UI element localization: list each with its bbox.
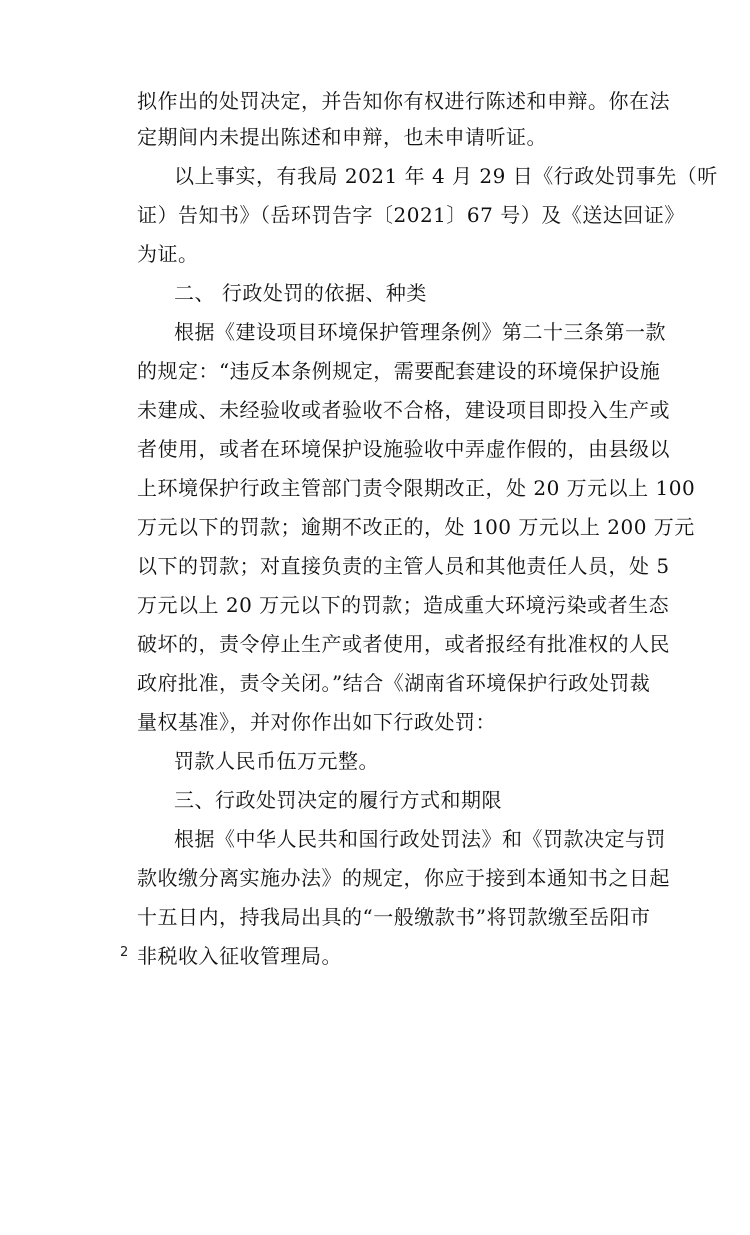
evidence-line-2: 证）告知书》（岳环罚告字〔2021〕67 号）及《送达回证》 [137, 203, 685, 227]
basis-line-7: 以下的罚款；对直接负责的主管人员和其他责任人员，处 5 [137, 554, 670, 578]
evidence-line-3: 为证。 [137, 242, 199, 266]
fact-line-1: 拟作出的处罚决定，并告知你有权进行陈述和申辩。你在法 [137, 89, 670, 113]
payment-line-4: 非税收入征收管理局。 [137, 944, 342, 968]
basis-line-6: 万元以下的罚款；逾期不改正的，处 100 万元以上 200 万元 [137, 515, 695, 539]
basis-line-4: 者使用，或者在环境保护设施验收中弄虚作假的，由县级以 [137, 437, 670, 461]
basis-line-8: 万元以上 20 万元以下的罚款；造成重大环境污染或者生态 [137, 593, 670, 617]
section-2-heading: 二、 行政处罚的依据、种类 [174, 281, 427, 305]
evidence-line-1: 以上事实，有我局 2021 年 4 月 29 日《行政处罚事先（听 [174, 164, 718, 188]
basis-line-10: 政府批准，责令关闭。”结合《湖南省环境保护行政处罚裁 [137, 671, 651, 695]
basis-line-9: 破坏的，责令停止生产或者使用，或者报经有批准权的人民 [137, 632, 670, 656]
payment-line-2: 款收缴分离实施办法》的规定，你应于接到本通知书之日起 [137, 866, 670, 890]
fact-line-2: 定期间内未提出陈述和申辩，也未申请听证。 [137, 125, 547, 149]
basis-line-3: 未建成、未经验收或者验收不合格，建设项目即投入生产或 [137, 398, 670, 422]
penalty-line: 罚款人民币伍万元整。 [174, 749, 379, 773]
payment-line-3: 十五日内，持我局出具的“一般缴款书”将罚款缴至岳阳市 [137, 905, 651, 929]
page-number: 2 [120, 945, 129, 960]
section-3-heading: 三、行政处罚决定的履行方式和期限 [174, 788, 502, 812]
basis-line-11: 量权基准》，并对你作出如下行政处罚： [137, 710, 496, 734]
basis-line-1: 根据《建设项目环境保护管理条例》第二十三条第一款 [174, 320, 666, 344]
payment-line-1: 根据《中华人民共和国行政处罚法》和《罚款决定与罚 [174, 827, 666, 851]
basis-line-5: 上环境保护行政主管部门责令限期改正，处 20 万元以上 100 [137, 476, 696, 500]
basis-line-2: 的规定：“违反本条例规定，需要配套建设的环境保护设施 [137, 359, 661, 383]
